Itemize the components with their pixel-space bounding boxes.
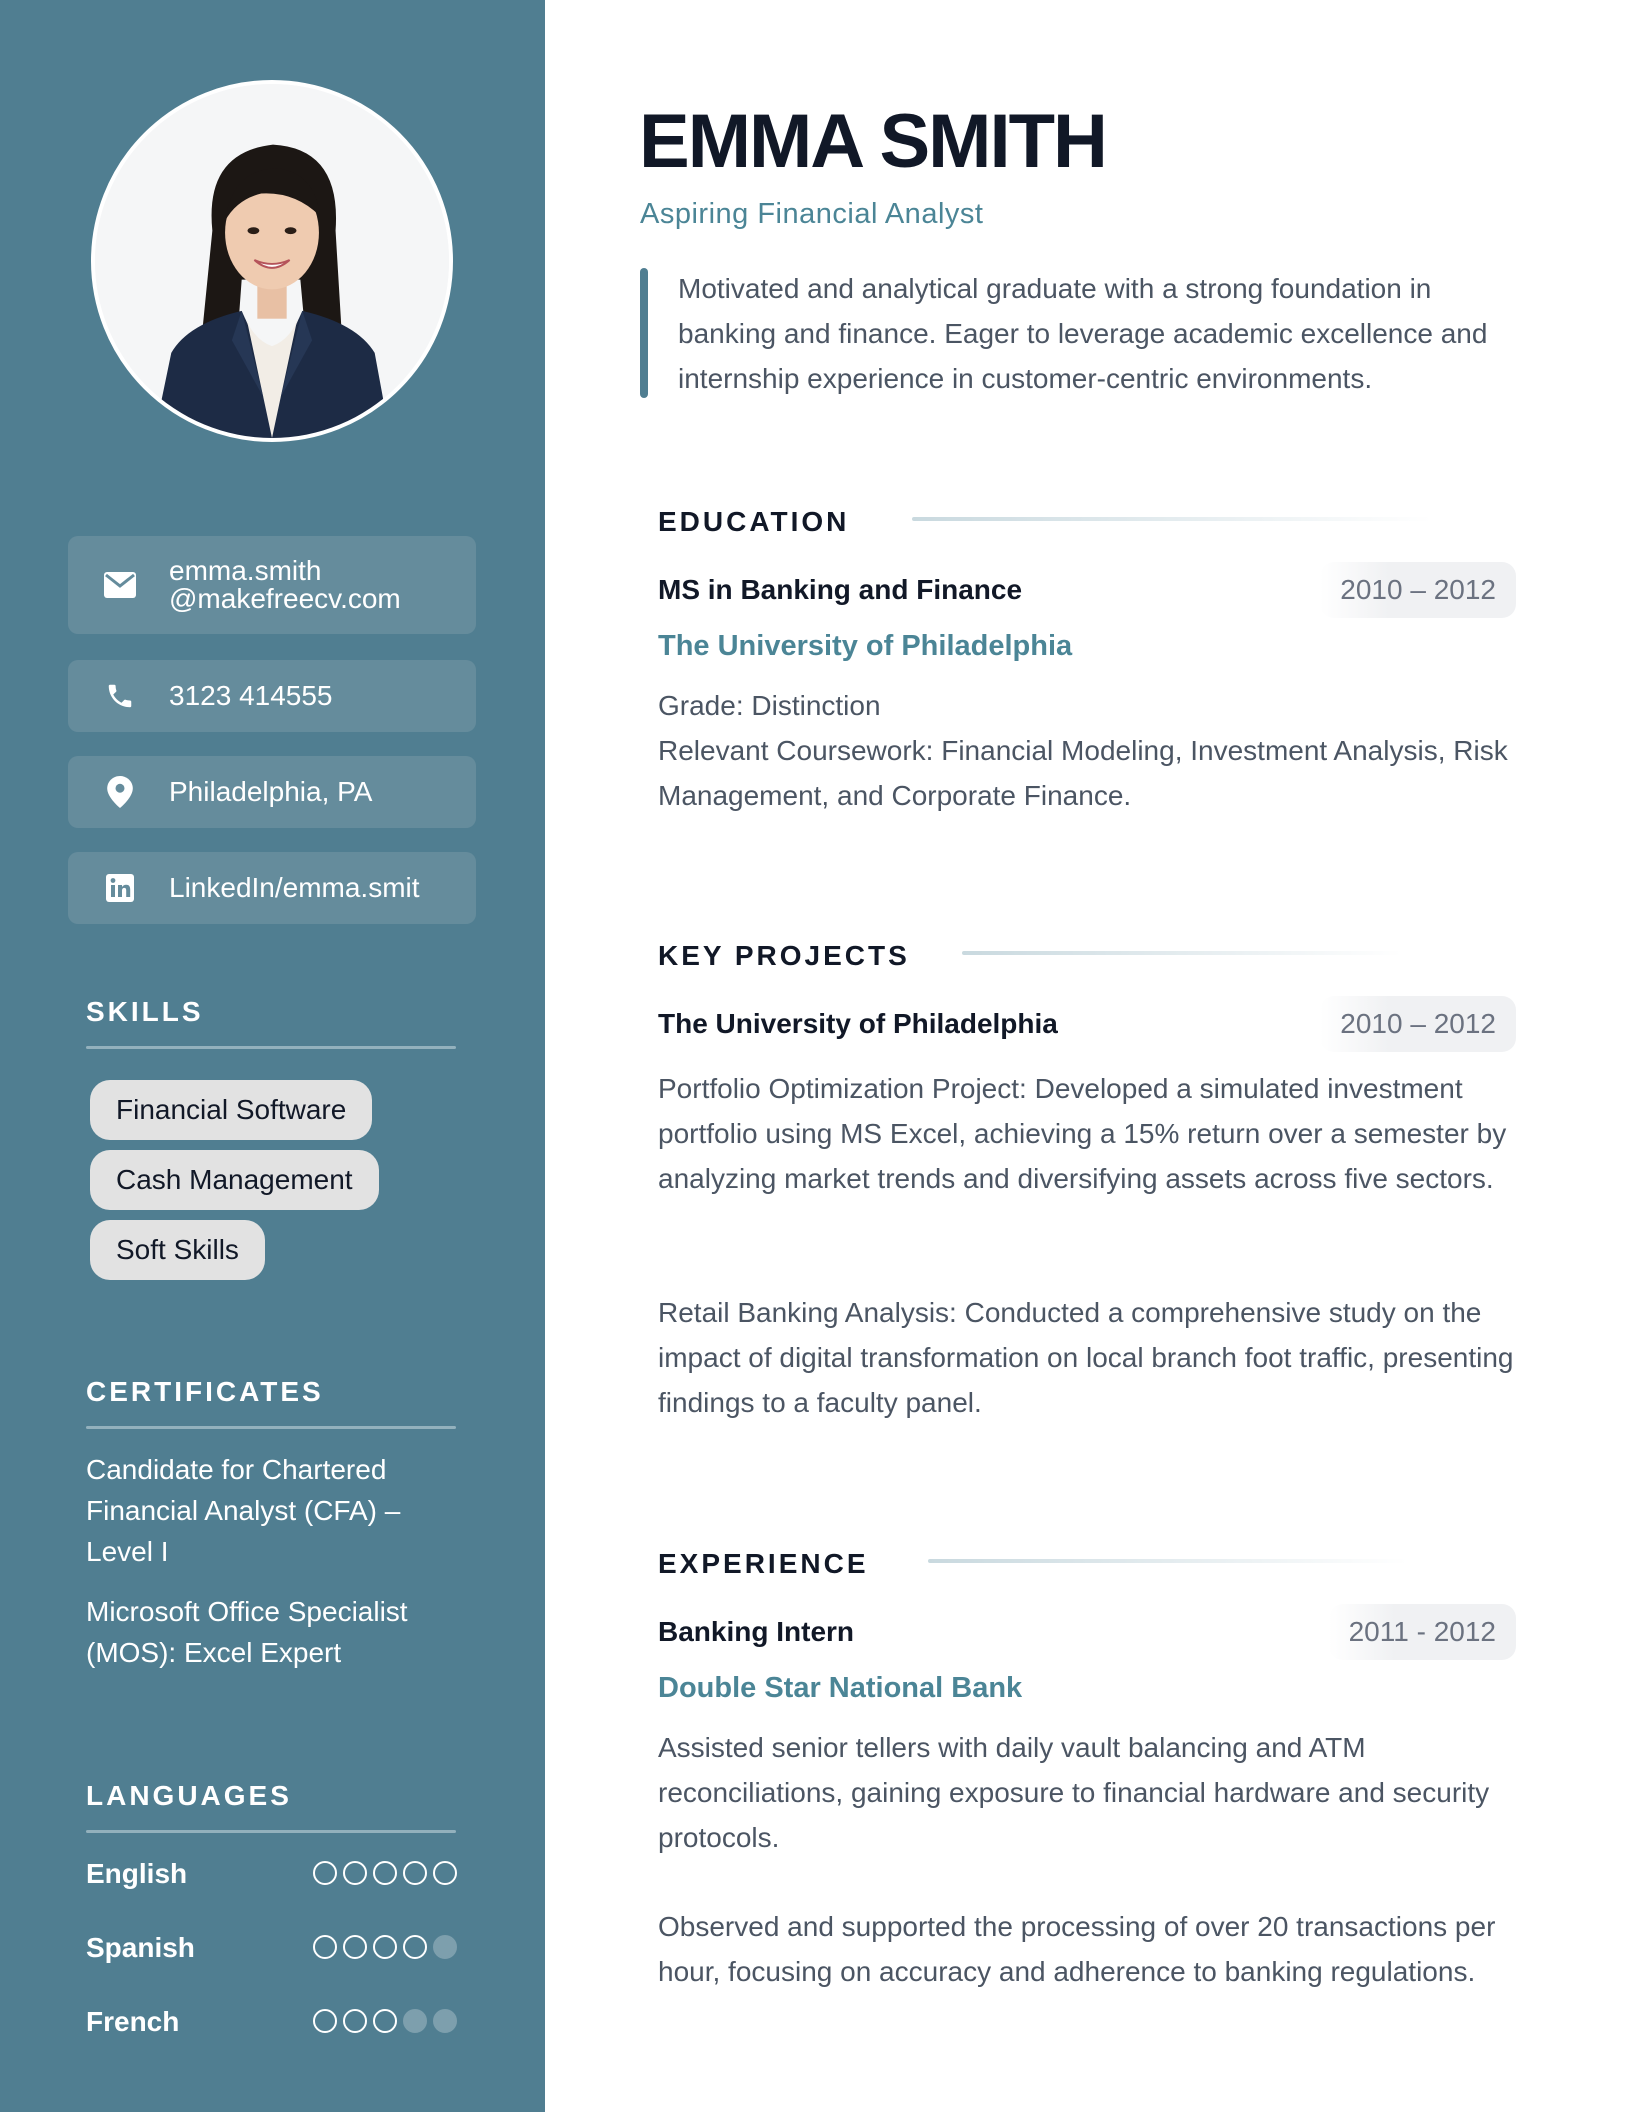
languages-divider: [86, 1830, 456, 1833]
rating-dot-empty: [403, 2009, 427, 2033]
rating-dot-filled: [403, 1861, 427, 1885]
location-pin-icon: [104, 776, 136, 808]
skills-divider: [86, 1046, 456, 1049]
language-rating: [313, 2009, 459, 2033]
rating-dot-filled: [373, 1861, 397, 1885]
experience-divider: [928, 1559, 1408, 1563]
rating-dot-filled: [343, 1861, 367, 1885]
language-rating: [313, 1861, 459, 1885]
language-name: English: [86, 1858, 188, 1889]
rating-dot-filled: [403, 1935, 427, 1959]
skill-pill: Soft Skills: [90, 1220, 265, 1280]
rating-dot-filled: [373, 1935, 397, 1959]
project-title: The University of Philadelphia: [658, 1008, 1058, 1039]
summary-accent-bar: [640, 268, 648, 398]
experience-dates: 2011 - 2012: [1329, 1604, 1516, 1660]
education-degree: MS in Banking and Finance: [658, 574, 1023, 605]
contact-phone-card[interactable]: [68, 660, 476, 732]
project-description: Portfolio Optimization Project: Developed a simulated investment portfolio using MS Excel, achieving a 15% return over a semester by analyzing market trends and diversifying assets across five sectors.: [658, 1073, 1507, 1194]
contact-linkedin[interactable]: LinkedIn/emma.smit: [169, 872, 420, 903]
language-rating: [313, 1935, 459, 1959]
experience-heading: EXPERIENCE: [658, 1548, 869, 1579]
contact-location[interactable]: Philadelphia, PA: [169, 776, 373, 807]
rating-dot-filled: [343, 2009, 367, 2033]
education-heading: EDUCATION: [658, 506, 850, 537]
contact-email[interactable]: [169, 557, 460, 613]
rating-dot-filled: [433, 1861, 457, 1885]
certificates-divider: [86, 1426, 456, 1429]
certificate-item: Microsoft Office Specialist (MOS): Excel Expert: [86, 1596, 408, 1668]
phone-icon: [104, 680, 136, 712]
profile-summary: Motivated and analytical graduate with a strong foundation in banking and finance. Eager to leverage academic excellence and internship experience in customer-centric environments.: [678, 273, 1488, 394]
experience-role: Banking Intern: [658, 1616, 855, 1647]
rating-dot-empty: [433, 1935, 457, 1959]
education-divider: [912, 517, 1432, 521]
language-name: Spanish: [86, 1932, 195, 1963]
linkedin-icon: [104, 872, 136, 904]
candidate-title: Aspiring Financial Analyst: [640, 198, 984, 230]
contact-phone[interactable]: 3123 414555: [169, 680, 333, 711]
project-dates: 2010 – 2012: [1320, 996, 1516, 1052]
email-line-1: emma.smith: [169, 555, 322, 586]
projects-heading: KEY PROJECTS: [658, 940, 910, 971]
contact-email-card[interactable]: [68, 536, 476, 634]
skills-heading: SKILLS: [86, 996, 204, 1027]
project-description: Retail Banking Analysis: Conducted a comprehensive study on the impact of digital transformation on local branch foot traffic, presenting findings to a faculty panel.: [658, 1297, 1514, 1418]
rating-dot-empty: [433, 2009, 457, 2033]
education-dates: 2010 – 2012: [1320, 562, 1516, 618]
contact-location-card[interactable]: [68, 756, 476, 828]
candidate-name: EMMA SMITH: [639, 99, 1106, 184]
rating-dot-filled: [373, 2009, 397, 2033]
education-school: The University of Philadelphia: [658, 630, 1073, 662]
sidebar: [0, 0, 545, 2112]
certificate-item: Candidate for Chartered Financial Analyst (CFA) – Level I: [86, 1454, 401, 1567]
projects-divider: [962, 951, 1402, 955]
rating-dot-filled: [313, 1861, 337, 1885]
languages-heading: LANGUAGES: [86, 1780, 292, 1811]
contact-linkedin-card[interactable]: [68, 852, 476, 924]
experience-description: Assisted senior tellers with daily vault balancing and ATM reconciliations, gaining exposure to financial hardware and security protocols.: [658, 1732, 1490, 1853]
profile-photo: [91, 80, 453, 442]
envelope-icon: [104, 569, 136, 601]
experience-description: Observed and supported the processing of over 20 transactions per hour, focusing on accuracy and adherence to banking regulations.: [658, 1911, 1496, 1987]
email-line-2: @makefreecv.com: [169, 583, 401, 614]
experience-company: Double Star National Bank: [658, 1672, 1023, 1704]
rating-dot-filled: [313, 2009, 337, 2033]
rating-dot-filled: [313, 1935, 337, 1959]
education-grade: Grade: Distinction: [658, 690, 881, 721]
certificates-heading: CERTIFICATES: [86, 1376, 324, 1407]
language-name: French: [86, 2006, 180, 2037]
education-coursework: Relevant Coursework: Financial Modeling, Investment Analysis, Risk Management, and Corporate Finance.: [658, 735, 1508, 811]
skill-pill: Financial Software: [90, 1080, 372, 1140]
rating-dot-filled: [343, 1935, 367, 1959]
skill-pill: Cash Management: [90, 1150, 379, 1210]
